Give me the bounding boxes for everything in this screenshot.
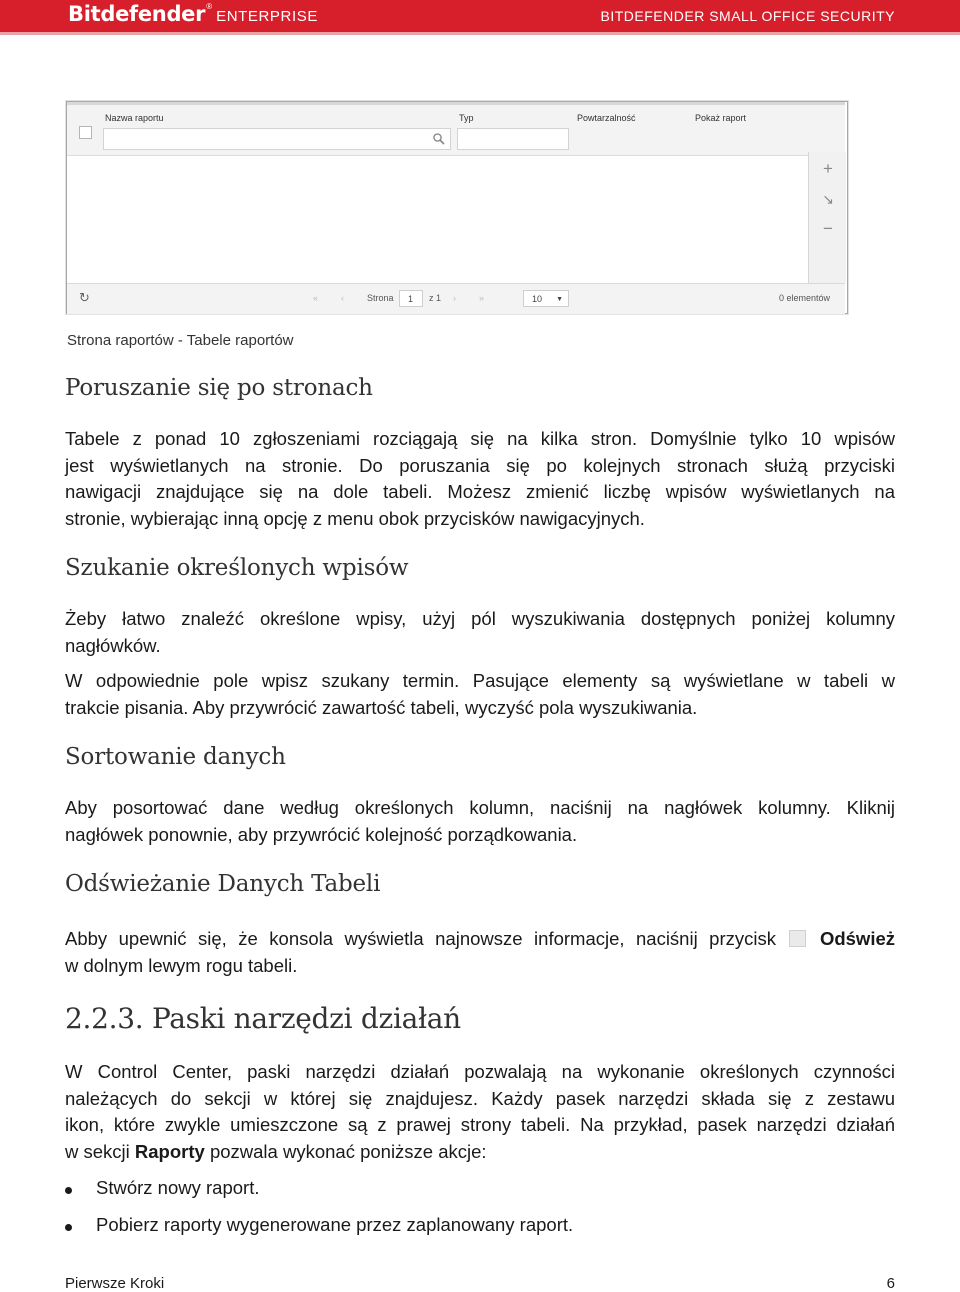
search-icon <box>432 132 446 146</box>
footer-chapter-title: Pierwsze Kroki <box>65 1275 165 1292</box>
minus-icon[interactable]: − <box>823 219 833 238</box>
table-footer <box>67 283 845 314</box>
bullet-dot <box>65 1187 72 1194</box>
per-page-value: 10 <box>532 294 543 304</box>
text-line: W odpowiednie pole wpisz szukany termin. Pasujące elementy są wyświetlane w tabeli w <box>65 670 895 691</box>
column-header-report-name[interactable]: Nazwa raportu <box>105 113 164 123</box>
text-line: nagłówek ponownie, aby przywrócić kolejność porządkowania. <box>65 823 578 845</box>
text-line <box>65 926 895 953</box>
item-count: 0 elementów <box>779 293 831 303</box>
action-toolbar <box>808 152 846 283</box>
page-number-input[interactable]: 1 <box>399 290 423 307</box>
type-filter-input[interactable] <box>457 128 569 150</box>
paragraph-page-navigation <box>65 426 895 532</box>
page-number: 6 <box>886 1275 895 1292</box>
bullet-item: Pobierz raporty wygenerowane przez zaplanowany raport. <box>96 1214 574 1235</box>
reports-table-screenshot <box>66 101 848 314</box>
download-icon[interactable]: ↘ <box>822 191 834 207</box>
heading-search-entries: Szukanie określonych wpisów <box>65 555 409 581</box>
chevron-down-icon: ▼ <box>556 296 563 303</box>
column-header-type[interactable]: Typ <box>459 113 474 123</box>
heading-page-navigation: Poruszanie się po stronach <box>65 375 373 401</box>
last-page-icon[interactable]: » <box>479 293 485 303</box>
paragraph-search-2 <box>65 668 895 721</box>
refresh-icon <box>789 930 806 947</box>
brand-registered-mark: ® <box>206 2 213 11</box>
paragraph-action-toolbars <box>65 1059 895 1165</box>
text-line: Tabele z ponad 10 zgłoszeniami rozciągają się na kilka stron. Domyślnie tylko 10 wpisów <box>65 428 895 449</box>
refresh-text: Abby upewnić się, że konsola wyświetla najnowsze informacje, naciśnij przycisk <box>65 928 776 949</box>
paragraph-sorting <box>65 795 895 848</box>
text-line: nawigacji znajdujące się na dole tabeli. Możesz zmienić liczbę wpisów wyświetlanych na <box>65 481 895 502</box>
paragraph-refresh <box>65 926 895 979</box>
heading-refresh-table: Odświeżanie Danych Tabeli <box>65 871 381 897</box>
report-name-search-input[interactable] <box>103 128 451 150</box>
text-line <box>65 1139 895 1166</box>
refresh-icon[interactable]: ↻ <box>79 290 90 305</box>
heading-action-toolbars: 2.2.3. Paski narzędzi działań <box>65 1002 461 1035</box>
text-line: trakcie pisania. Aby przywrócić zawartość tabeli, wyczyść pola wyszukiwania. <box>65 696 698 718</box>
header-bar <box>0 0 960 35</box>
figure-caption: Strona raportów - Tabele raportów <box>67 332 294 349</box>
text-line: Aby posortować dane według określonych kolumn, naciśnij na nagłówek kolumny. Kliknij <box>65 797 895 818</box>
text-line: jest wyświetlanych na stronie. Do poruszania się po kolejnych stronach służą przyciski <box>65 454 895 476</box>
paragraph-search-1 <box>65 606 895 659</box>
previous-page-icon[interactable]: ‹ <box>341 293 344 303</box>
text-line: nagłówków. <box>65 634 161 656</box>
per-page-select[interactable] <box>523 290 569 307</box>
column-header-show-report[interactable]: Pokaż raport <box>695 113 747 123</box>
table-header-row <box>67 102 845 156</box>
page-total: z 1 <box>429 293 442 303</box>
brand-suffix: ENTERPRISE <box>216 8 318 25</box>
text-line: w dolnym lewym rogu tabeli. <box>65 954 298 976</box>
text-line: ikon, które zwykle umieszczone są z prawej strony tabeli. Na przykład, pasek narzędzi działań <box>65 1114 895 1135</box>
next-page-icon[interactable]: › <box>453 293 456 303</box>
heading-sorting: Sortowanie danych <box>65 744 286 770</box>
select-all-checkbox[interactable] <box>79 126 92 139</box>
bullet-item: Stwórz nowy raport. <box>96 1177 260 1198</box>
plus-icon[interactable]: + <box>823 159 833 178</box>
text-line: należących do sekcji w której się znajdujesz. Każdy pasek narzędzi składa się z zestawu <box>65 1087 895 1109</box>
page-label: Strona <box>367 293 394 303</box>
brand-name: Bitdefender <box>68 2 206 26</box>
text-line: Żeby łatwo znaleźć określone wpisy, użyj pól wyszukiwania dostępnych poniżej kolumny <box>65 608 895 629</box>
text-line: stronie, wybierając inną opcję z menu obok przycisków nawigacyjnych. <box>65 507 645 529</box>
text-fragment: pozwala wykonać poniższe akcje: <box>204 1140 487 1162</box>
product-name: BITDEFENDER SMALL OFFICE SECURITY <box>600 8 895 24</box>
text-line: W Control Center, paski narzędzi działań pozwalają na wykonanie określonych czynności <box>65 1061 895 1082</box>
reports-section-name: Raporty <box>134 1140 205 1162</box>
column-header-recurrence[interactable]: Powtarzalność <box>577 113 636 123</box>
text-fragment: w sekcji <box>65 1140 135 1162</box>
brand-logo <box>68 2 318 26</box>
refresh-button-label: Odśwież <box>819 928 896 949</box>
first-page-icon[interactable]: « <box>313 293 319 303</box>
bullet-dot <box>65 1224 72 1231</box>
